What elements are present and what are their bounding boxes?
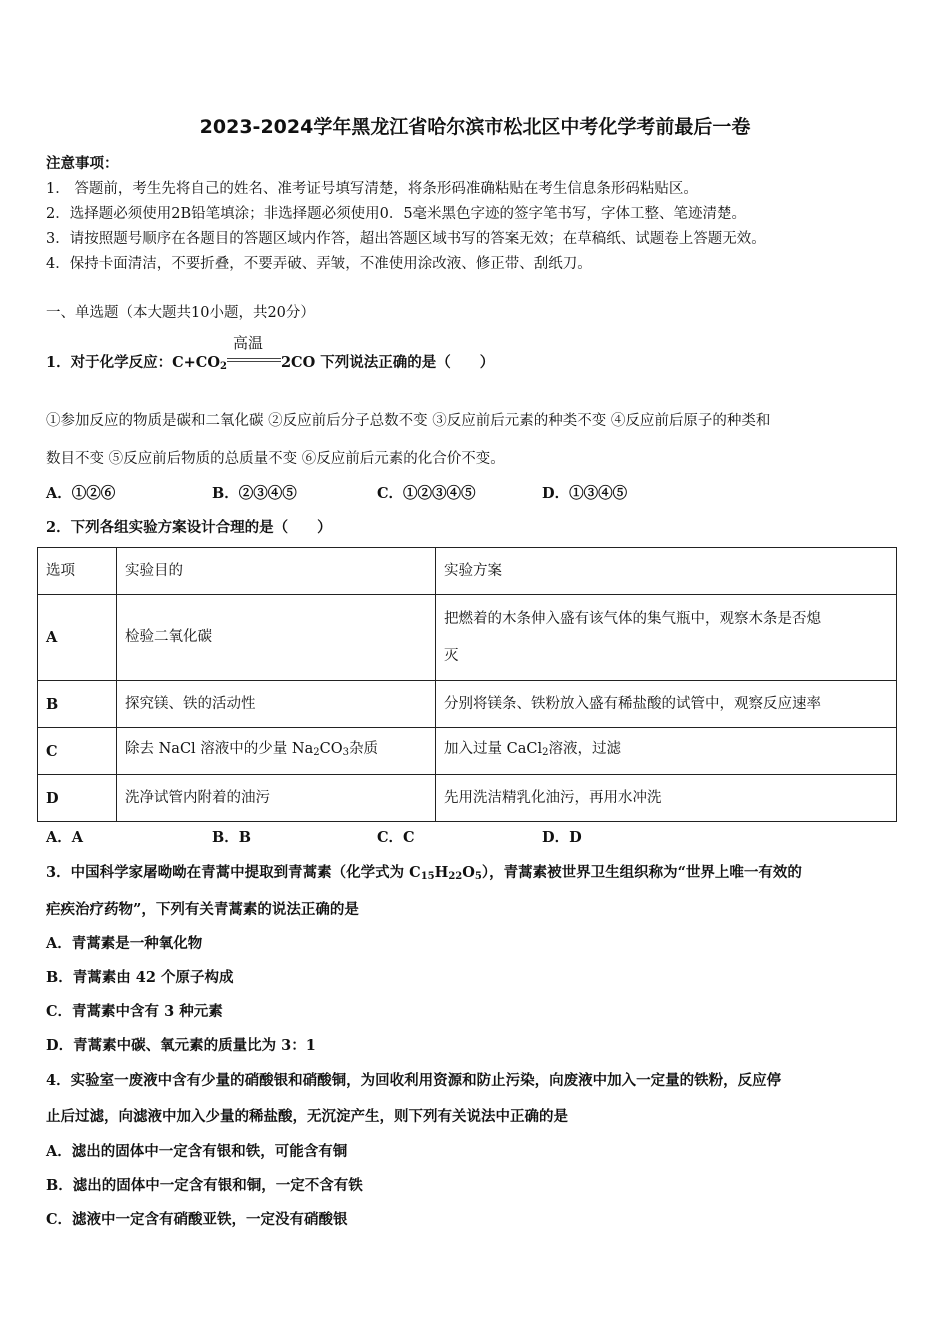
notice-item: 4．保持卡面清洁，不要折叠，不要弄破、弄皱，不准使用涂改液、修正带、刮纸刀。 xyxy=(46,256,592,272)
subscript: 15 xyxy=(420,871,435,882)
section-heading: 一、单选题（本大题共10小题，共20分） xyxy=(46,305,315,321)
goal-text: 杂质 xyxy=(348,741,378,757)
reaction-arrow xyxy=(227,334,281,370)
notice-item: 2．选择题必须使用2B铅笔填涂；非选择题必须使用0．5毫米黑色字迹的签字笔书写，字体工整、笔迹清楚。 xyxy=(46,206,747,222)
notice-item: 3．请按照题号顺序在各题目的答题区域内作答，超出答题区域书写的答案无效；在草稿纸、试题卷上答题无效。 xyxy=(46,231,766,247)
q1-product: 2CO xyxy=(280,354,316,371)
q1-option-c: C．①②③④⑤ xyxy=(377,485,476,502)
q4-stem: 4．实验室一废液中含有少量的硝酸银和硝酸铜，为回收利用资源和防止污染，向废液中加入一定量的铁粉，反应停 xyxy=(46,1072,782,1089)
table-cell-goal: 检验二氧化碳 xyxy=(117,595,436,681)
q3-option-c: C．青蒿素中含有 3 种元素 xyxy=(46,1003,223,1020)
q1-option-a: A．①②⑥ xyxy=(46,485,116,502)
table-cell-goal: 洗净试管内附着的油污 xyxy=(117,775,436,822)
q1-option-d: D．①③④⑤ xyxy=(542,485,628,502)
q4-option-b: B．滤出的固体中一定含有银和铜，一定不含有铁 xyxy=(46,1177,363,1194)
table-cell-option: D xyxy=(38,775,117,822)
q1-reactants: C+CO xyxy=(172,354,220,371)
table-row xyxy=(38,775,897,822)
q1-option-b: B．②③④⑤ xyxy=(212,485,297,502)
q4-option-a: A．滤出的固体中一定含有银和铁，可能含有铜 xyxy=(46,1143,348,1160)
experiment-table xyxy=(37,547,897,822)
plan-text: 加入过量 CaCl xyxy=(444,741,543,757)
q1-statements: ①参加反应的物质是碳和二氧化碳 ②反应前后分子总数不变 ③反应前后元素的种类不变 ④反应前后原子的种类和 xyxy=(46,413,771,429)
subscript: 22 xyxy=(448,871,463,882)
q3-stem: 疟疾治疗药物”，下列有关青蒿素的说法正确的是 xyxy=(46,901,359,918)
table-header-row xyxy=(38,548,897,595)
table-cell-option: A xyxy=(38,595,117,681)
table-cell-plan xyxy=(436,728,897,775)
q2-stem: 2．下列各组实验方案设计合理的是（ ） xyxy=(46,519,332,536)
q3-stem-text: O xyxy=(462,864,475,881)
table-cell-goal xyxy=(117,728,436,775)
table-header-cell: 实验目的 xyxy=(117,548,436,595)
subscript: 2 xyxy=(313,747,320,758)
q3-option-b: B．青蒿素由 42 个原子构成 xyxy=(46,969,234,986)
q3-stem xyxy=(46,861,802,882)
subscript: 3 xyxy=(342,747,349,758)
table-cell-goal: 探究镁、铁的活动性 xyxy=(117,681,436,728)
q2-option-d: D．D xyxy=(542,829,582,846)
q3-option-d: D．青蒿素中碳、氧元素的质量比为 3：1 xyxy=(46,1037,316,1054)
table-cell-plan: 先用洗洁精乳化油污，再用水冲洗 xyxy=(436,775,897,822)
plan-line: 把燃着的木条伸入盛有该气体的集气瓶中，观察木条是否熄 xyxy=(444,610,821,627)
q3-stem-text: H xyxy=(434,864,449,881)
plan-text: 溶液，过滤 xyxy=(548,741,621,757)
table-row xyxy=(38,595,897,681)
table-cell-option: B xyxy=(38,681,117,728)
q2-option-b: B．B xyxy=(212,829,252,846)
notice-item: 1． 答题前，考生先将自己的姓名、准考证号填写清楚，将条形码准确粘贴在考生信息条形码粘贴区。 xyxy=(46,181,698,197)
plan-line: 灭 xyxy=(444,647,459,664)
goal-text: 除去 NaCl 溶液中的少量 Na xyxy=(125,741,314,757)
q1-stem xyxy=(46,334,495,372)
q3-option-a: A．青蒿素是一种氧化物 xyxy=(46,935,203,952)
notice-heading: 注意事项： xyxy=(46,155,119,172)
table-cell-option: C xyxy=(38,728,117,775)
reaction-condition: 高温 xyxy=(232,334,263,352)
q3-stem-text: ），青蒿素被世界卫生组织称为“世界上唯一有效的 xyxy=(481,864,802,881)
q1-suffix: 下列说法正确的是（ ） xyxy=(315,354,495,371)
q2-option-c: C．C xyxy=(377,829,415,846)
table-row xyxy=(38,681,897,728)
q1-reactant-subscript: 2 xyxy=(219,361,227,372)
page-title: 2023-2024学年黑龙江省哈尔滨市松北区中考化学考前最后一卷 xyxy=(199,116,751,138)
q1-statements: 数目不变 ⑤反应前后物质的总质量不变 ⑥反应前后元素的化合价不变。 xyxy=(46,451,505,467)
table-cell-plan: 分别将镁条、铁粉放入盛有稀盐酸的试管中，观察反应速率 xyxy=(436,681,897,728)
goal-text: CO xyxy=(319,741,343,757)
q1-prefix: 1．对于化学反应： xyxy=(46,354,173,371)
q4-option-c: C．滤液中一定含有硝酸亚铁，一定没有硝酸银 xyxy=(46,1211,348,1228)
subscript: 2 xyxy=(542,747,549,758)
table-cell-plan xyxy=(436,595,897,681)
table-header-cell: 实验方案 xyxy=(436,548,897,595)
table-row xyxy=(38,728,897,775)
q3-stem-text: 3．中国科学家屠呦呦在青蒿中提取到青蒿素（化学式为 C xyxy=(46,864,421,881)
subscript: 5 xyxy=(474,871,482,882)
table-header-cell: 选项 xyxy=(38,548,117,595)
q4-stem: 止后过滤，向滤液中加入少量的稀盐酸，无沉淀产生，则下列有关说法中正确的是 xyxy=(46,1108,568,1125)
q2-option-a: A．A xyxy=(46,829,84,846)
